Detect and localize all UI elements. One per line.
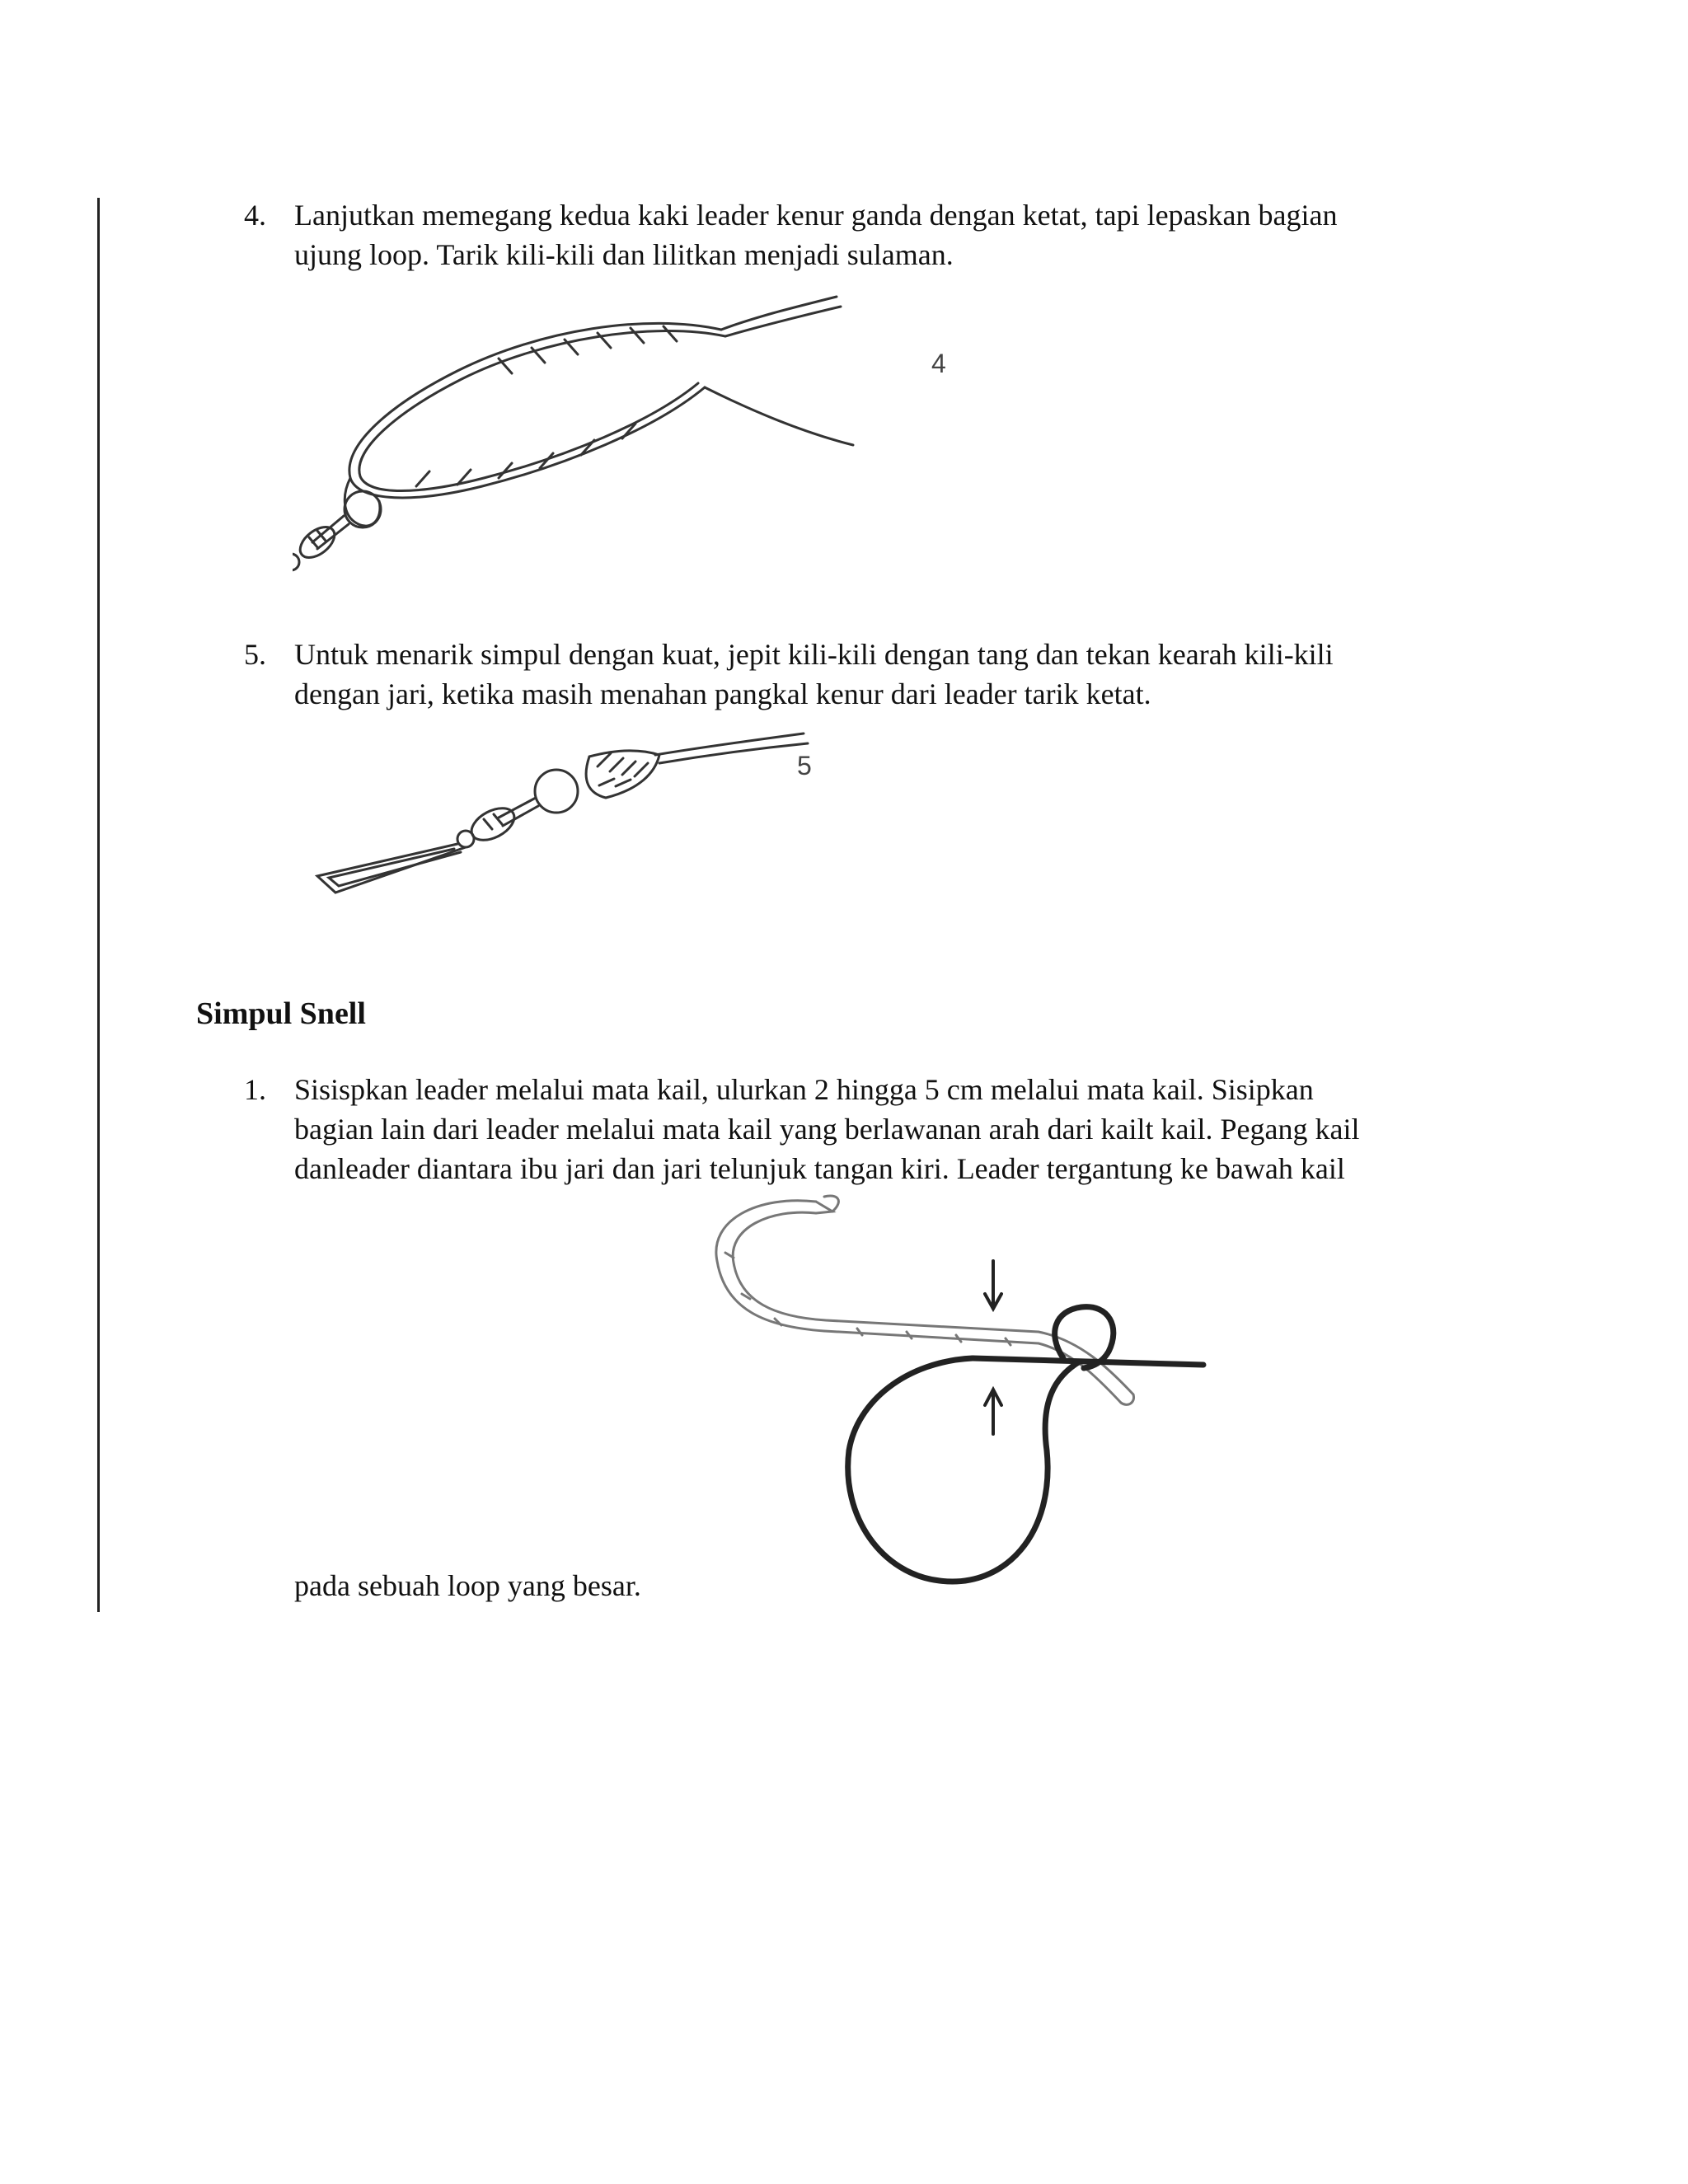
figure-5-label: 5 <box>797 751 812 780</box>
step-4-line-2: ujung loop. Tarik kili-kili dan lilitkan menjadi sulaman. <box>294 238 954 271</box>
step-5-number: 5. <box>244 638 266 671</box>
step-4-number: 4. <box>244 199 266 232</box>
section-heading: Simpul Snell <box>196 996 366 1031</box>
figure-5-tightened-knot <box>293 715 870 905</box>
figure-snell-hook-loop <box>692 1187 1253 1615</box>
change-bar <box>97 198 100 1612</box>
snell-step-1-number: 1. <box>244 1073 266 1106</box>
snell-step-1-line-2: bagian lain dari leader melalui mata kail yang berlawanan arah dari kailt kail. Pegang kail <box>294 1113 1360 1146</box>
figure-4-label: 4 <box>931 349 946 378</box>
step-5-line-2: dengan jari, ketika masih menahan pangkal kenur dari leader tarik ketat. <box>294 677 1151 710</box>
step-4-line-1: Lanjutkan memegang kedua kaki leader kenur ganda dengan ketat, tapi lepaskan bagian <box>294 199 1338 232</box>
snell-step-1-line-1: Sisispkan leader melalui mata kail, ulurkan 2 hingga 5 cm melalui mata kail. Sisipkan <box>294 1073 1314 1106</box>
snell-step-1-line-4: pada sebuah loop yang besar. <box>294 1569 641 1602</box>
snell-step-1-line-3: danleader diantara ibu jari dan jari telunjuk tangan kiri. Leader tergantung ke bawah kail <box>294 1152 1345 1185</box>
step-5-line-1: Untuk menarik simpul dengan kuat, jepit kili-kili dengan tang dan tekan kearah kili-kili <box>294 638 1334 671</box>
figure-4-twisted-loop <box>293 280 968 626</box>
